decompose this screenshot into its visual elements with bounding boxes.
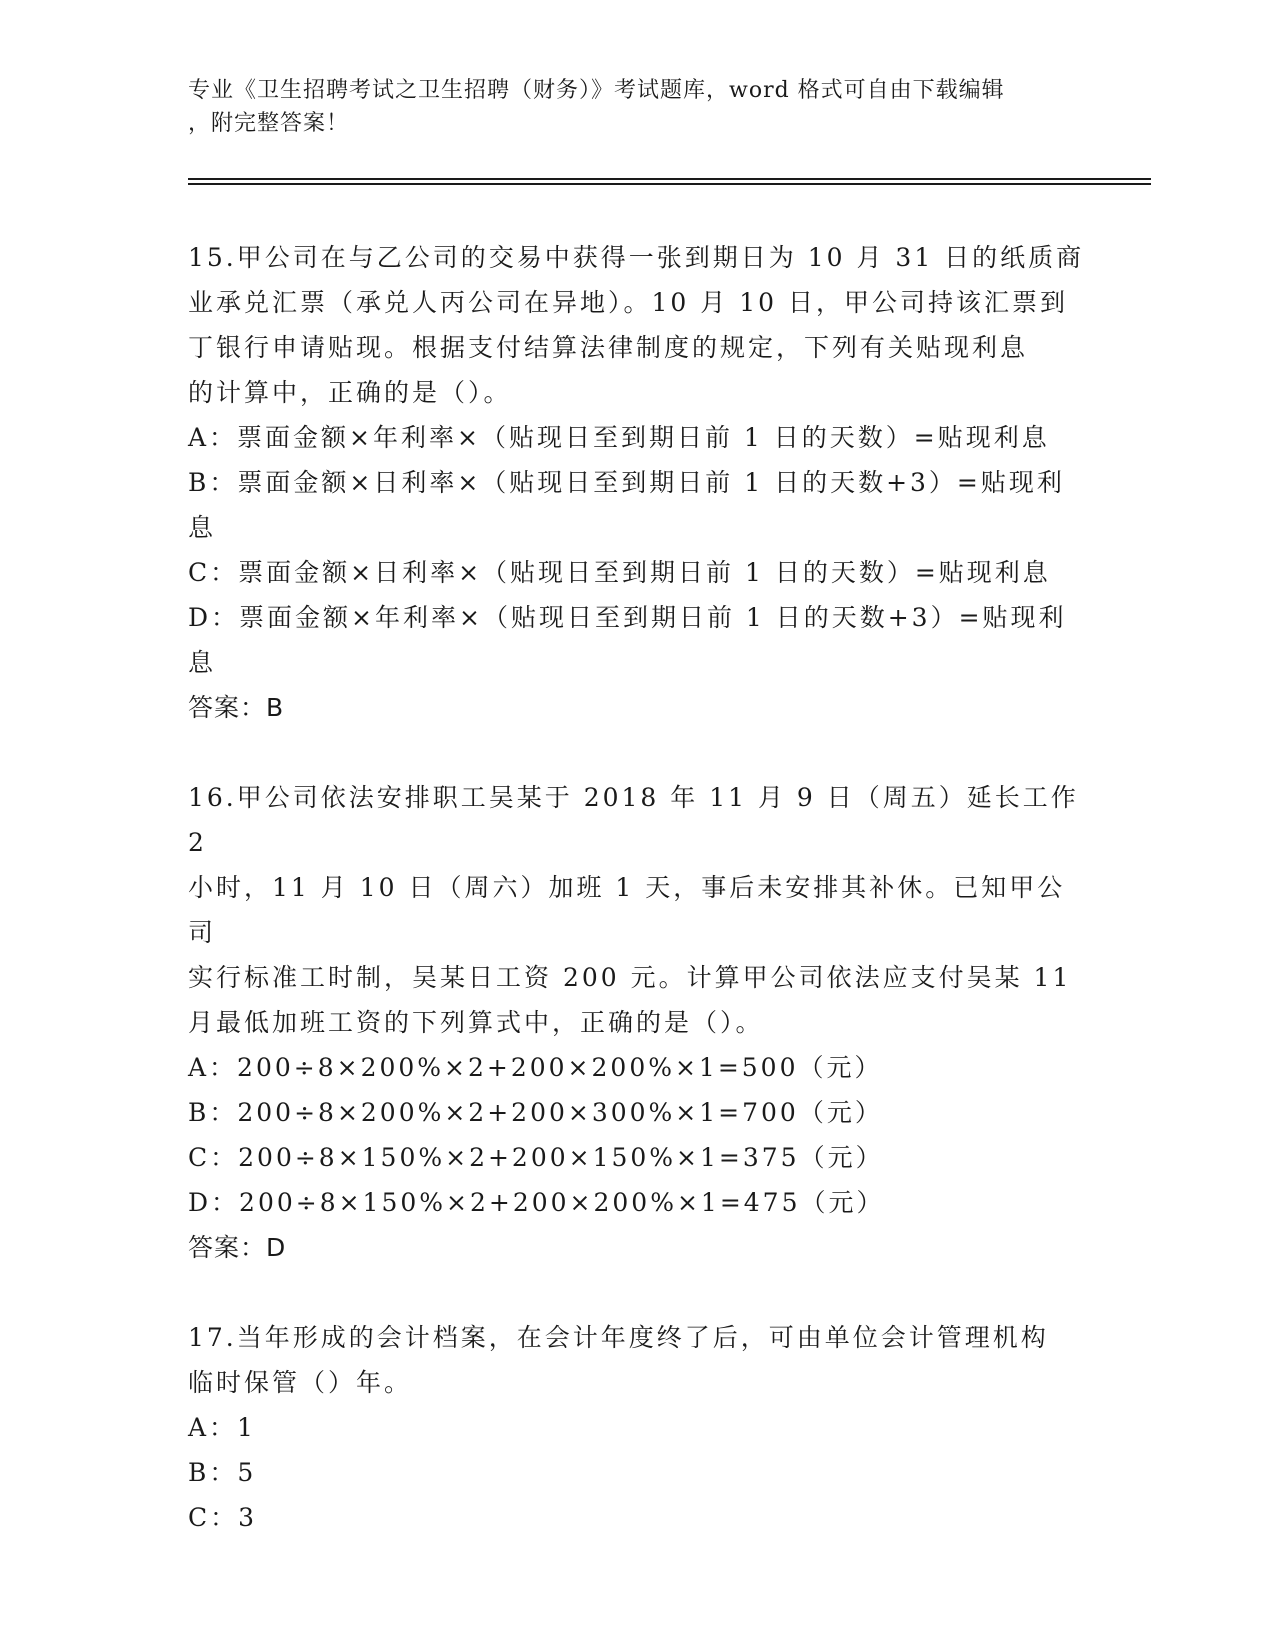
header-line-1: 专业《卫生招聘考试之卫生招聘（财务）》考试题库，word 格式可自由下载编辑 bbox=[188, 78, 1005, 103]
option-b: B：5 bbox=[188, 1458, 257, 1487]
question-text-line: 业承兑汇票（承兑人丙公司在异地）。10 月 10 日，甲公司持该汇票到 bbox=[188, 288, 1068, 317]
option-c: C：200÷8×150%×2+200×150%×1=375（元） bbox=[188, 1143, 884, 1172]
question-text-line: 月最低加班工资的下列算式中，正确的是（）。 bbox=[188, 1008, 764, 1037]
question-text-line: 16.甲公司依法安排职工吴某于 2018 年 11 月 9 日（周五）延长工作 2 bbox=[188, 783, 1090, 857]
option-a: A：1 bbox=[188, 1413, 256, 1442]
option-c: C：3 bbox=[188, 1503, 258, 1532]
question-text-line: 临时保管（）年。 bbox=[188, 1368, 413, 1397]
option-a: A：票面金额×年利率×（贴现日至到期日前 1 日的天数）=贴现利息 bbox=[188, 423, 1050, 452]
option-c: C：票面金额×日利率×（贴现日至到期日前 1 日的天数）=贴现利息 bbox=[188, 558, 1051, 587]
header-rule-top bbox=[188, 178, 1151, 180]
question-text-line: 的计算中，正确的是（）。 bbox=[188, 378, 512, 407]
question-text-line: 17.当年形成的会计档案，在会计年度终了后，可由单位会计管理机构 bbox=[188, 1323, 1049, 1352]
option-d-continued: 息 bbox=[188, 648, 217, 677]
option-b: B：票面金额×日利率×（贴现日至到期日前 1 日的天数+3）=贴现利 bbox=[188, 468, 1065, 497]
option-d: D：200÷8×150%×2+200×200%×1=475（元） bbox=[188, 1188, 885, 1217]
answer-label: 答案：B bbox=[188, 693, 285, 722]
header-line-2: ，附完整答案！ bbox=[188, 111, 350, 136]
header-rule-bottom bbox=[188, 183, 1151, 185]
document-header bbox=[188, 74, 1088, 140]
option-a: A：200÷8×200%×2+200×200%×1=500（元） bbox=[188, 1053, 883, 1082]
option-b: B：200÷8×200%×2+200×300%×1=700（元） bbox=[188, 1098, 883, 1127]
question-text-line: 丁银行申请贴现。根据支付结算法律制度的规定，下列有关贴现利息 bbox=[188, 333, 1029, 362]
option-b-continued: 息 bbox=[188, 513, 217, 542]
question-15 bbox=[188, 235, 1088, 730]
answer-label: 答案：D bbox=[188, 1233, 287, 1262]
question-16 bbox=[188, 775, 1088, 1270]
question-text-line: 小时，11 月 10 日（周六）加班 1 天，事后未安排其补休。已知甲公司 bbox=[188, 873, 1066, 947]
question-text-line: 15.甲公司在与乙公司的交易中获得一张到期日为 10 月 31 日的纸质商 bbox=[188, 243, 1085, 272]
option-d: D：票面金额×年利率×（贴现日至到期日前 1 日的天数+3）=贴现利 bbox=[188, 603, 1067, 632]
question-17 bbox=[188, 1315, 1088, 1540]
question-list bbox=[188, 235, 1088, 1585]
question-text-line: 实行标准工时制，吴某日工资 200 元。计算甲公司依法应支付吴某 11 bbox=[188, 963, 1072, 992]
